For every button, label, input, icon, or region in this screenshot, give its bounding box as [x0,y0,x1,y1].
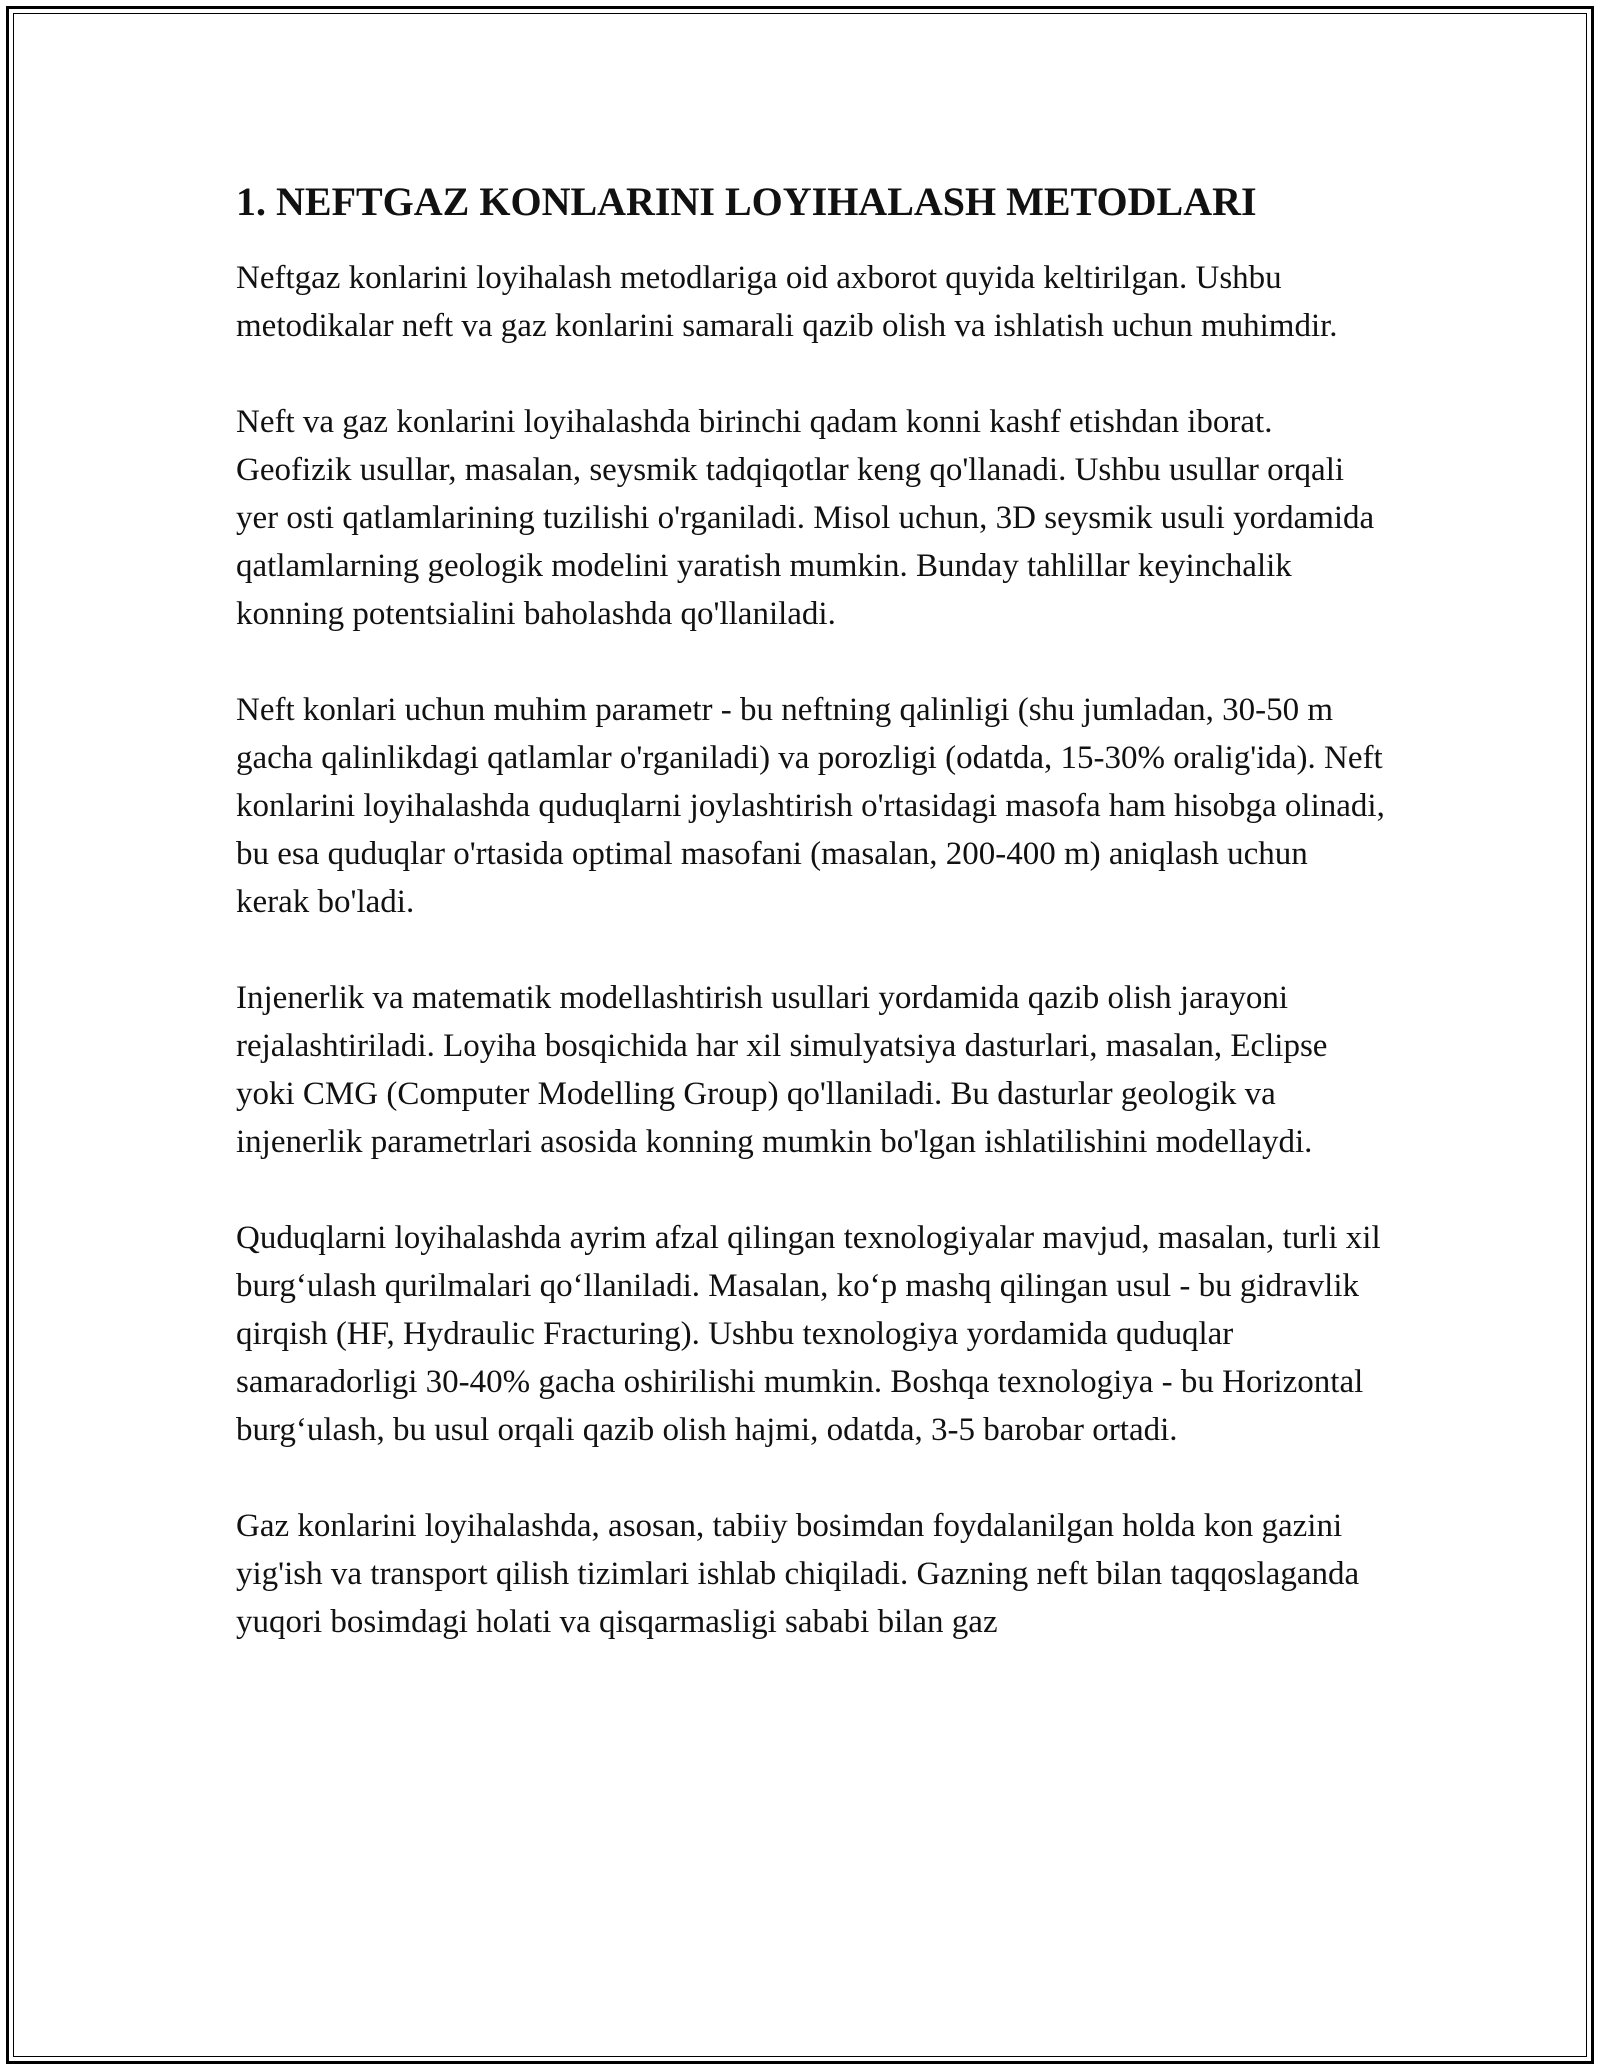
paragraph-modelling: Injenerlik va matematik modellashtirish usullari yordamida qazib olish jarayoni rejalashtiriladi. Loyiha bosqichida har xil simulyatsiya dasturlari, masalan, Eclipse yoki CMG (Computer Modelling Group) qo'llaniladi. Bu dasturlar geologik va injenerlik parametrlari asosida konning mumkin bo'lgan ishlatilishini modellaydi. [236,980,1328,1160]
paragraph-gas-fields: Gaz konlarini loyihalashda, asosan, tabiiy bosimdan foydalanilgan holda kon gazini yig'ish va transport qilish tizimlari ishlab chiqiladi. Gazning neft bilan taqqoslaganda yuqori bosimdagi holati va qisqarmasligi sababi bilan gaz [236,1508,1360,1640]
paragraph-well-technologies: Quduqlarni loyihalashda ayrim afzal qilingan texnologiyalar mavjud, masalan, turli xil burg‘ulash qurilmalari qo‘llaniladi. Masalan, ko‘p mashq qilingan usul - bu gidravlik qirqish (HF, Hydraulic Fracturing). Ushbu texnologiya yordamida quduqlar samaradorligi 30-40% gacha oshirilishi mumkin. Boshqa texnologiya - bu Horizontal burg‘ulash, bu usul orqali qazib olish hajmi, odatda, 3-5 barobar ortadi. [236,1220,1381,1448]
paragraph-exploration: Neft va gaz konlarini loyihalashda birinchi qadam konni kashf etishdan iborat. Geofizik usullar, masalan, seysmik tadqiqotlar keng qo'llanadi. Ushbu usullar orqali yer osti qatlamlarining tuzilishi o'rganiladi. Misol uchun, 3D seysmik usuli yordamida qatlamlarning geologik modelini yaratish mumkin. Bunday tahlillar keyinchalik konning potentsialini baholashda qo'llaniladi. [236,404,1375,632]
paragraph-intro: Neftgaz konlarini loyihalash metodlariga oid axborot quyida keltirilgan. Ushbu metodikalar neft va gaz konlarini samarali qazib olish va ishlatish uchun muhimdir. [236,260,1338,344]
paragraph-oil-parameters: Neft konlari uchun muhim parametr - bu neftning qalinligi (shu jumladan, 30-50 m gacha qalinlikdagi qatlamlar o'rganiladi) va porozligi (odatda, 15-30% oralig'ida). Neft konlarini loyihalashda quduqlarni joylashtirish o'rtasidagi masofa ham hisobga olinadi, bu esa quduqlar o'rtasida optimal masofani (masalan, 200-400 m) aniqlash uchun kerak bo'ladi. [236,692,1385,920]
page-title: 1. NEFTGAZ KONLARINI LOYIHALASH METODLARI [236,179,1257,224]
document-body [236,178,1386,1694]
